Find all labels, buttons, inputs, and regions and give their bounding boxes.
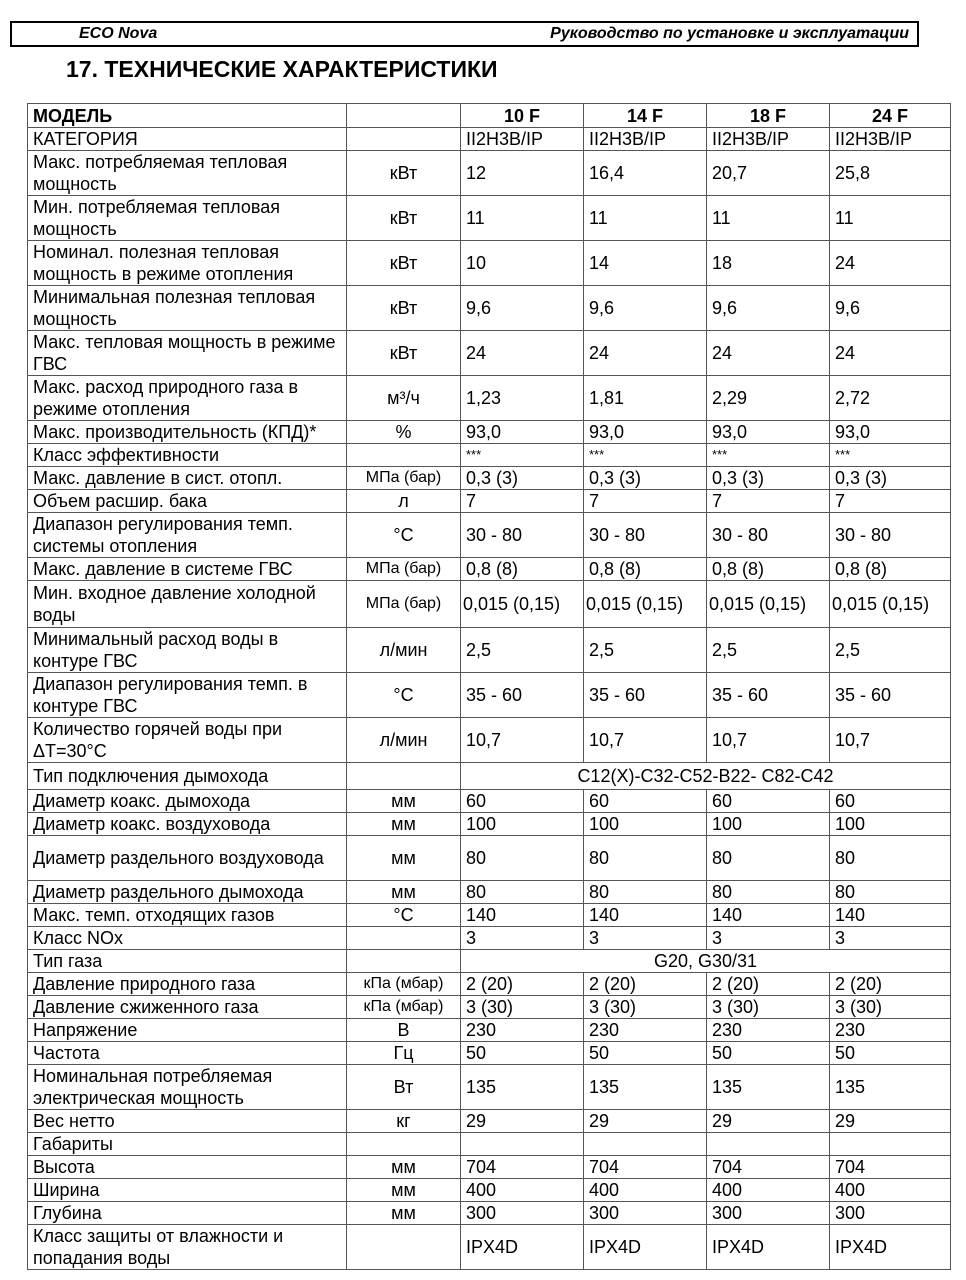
value-cell: 0,3 (3) — [707, 467, 830, 490]
table-row — [28, 950, 951, 973]
parameter-label: Номинал. полезная тепловая мощность в режиме отопления — [28, 241, 347, 286]
value-cell: IPX4D — [707, 1225, 830, 1270]
spanned-value-cell: G20, G30/31 — [461, 950, 951, 973]
value-cell: 2,29 — [707, 376, 830, 421]
unit-cell: мм — [347, 790, 461, 813]
parameter-label: Давление природного газа — [28, 973, 347, 996]
value-cell: 18 — [707, 241, 830, 286]
table-row — [28, 996, 951, 1019]
table-row — [28, 1042, 951, 1065]
value-cell: 24 — [830, 331, 951, 376]
table-row — [28, 1225, 951, 1270]
value-cell: 704 — [830, 1156, 951, 1179]
value-cell: 2 (20) — [584, 973, 707, 996]
value-cell: 100 — [461, 813, 584, 836]
value-cell: 135 — [830, 1065, 951, 1110]
table-row — [28, 128, 951, 151]
parameter-label: Тип подключения дымохода — [28, 763, 347, 790]
value-cell: *** — [830, 444, 951, 467]
unit-cell — [347, 927, 461, 950]
table-row — [28, 836, 951, 881]
value-cell: 0,3 (3) — [461, 467, 584, 490]
value-cell: 1,81 — [584, 376, 707, 421]
value-cell: 2,5 — [830, 628, 951, 673]
value-cell: 50 — [461, 1042, 584, 1065]
unit-cell — [347, 1225, 461, 1270]
value-cell: 80 — [707, 836, 830, 881]
unit-cell: % — [347, 421, 461, 444]
unit-cell: мм — [347, 1156, 461, 1179]
table-row — [28, 1133, 951, 1156]
value-cell: *** — [461, 444, 584, 467]
value-cell: 50 — [830, 1042, 951, 1065]
value-cell: 80 — [830, 836, 951, 881]
parameter-label: Класс эффективности — [28, 444, 347, 467]
unit-cell: кПа (мбар) — [347, 996, 461, 1019]
value-cell: 140 — [584, 904, 707, 927]
value-cell: 14 — [584, 241, 707, 286]
value-cell: 3 (30) — [584, 996, 707, 1019]
unit-cell: л/мин — [347, 628, 461, 673]
parameter-label: Минимальная полезная тепловая мощность — [28, 286, 347, 331]
value-cell: 16,4 — [584, 151, 707, 196]
table-row — [28, 558, 951, 581]
table-row — [28, 881, 951, 904]
value-cell: 35 - 60 — [461, 673, 584, 718]
table-row — [28, 581, 951, 628]
value-cell: IPX4D — [461, 1225, 584, 1270]
value-cell: *** — [707, 444, 830, 467]
unit-cell: кВт — [347, 196, 461, 241]
table-row — [28, 904, 951, 927]
table-row — [28, 241, 951, 286]
value-cell: 10,7 — [461, 718, 584, 763]
table-row — [28, 196, 951, 241]
value-cell: 704 — [461, 1156, 584, 1179]
table-row — [28, 513, 951, 558]
spanned-value-cell: C12(X)-C32-C52-B22- C82-C42 — [461, 763, 951, 790]
table-row — [28, 628, 951, 673]
parameter-label: Минимальный расход воды в контуре ГВС — [28, 628, 347, 673]
parameter-label: Макс. давление в системе ГВС — [28, 558, 347, 581]
table-row — [28, 1065, 951, 1110]
unit-cell — [347, 128, 461, 151]
table-row — [28, 718, 951, 763]
value-cell: 9,6 — [707, 286, 830, 331]
unit-cell: Гц — [347, 1042, 461, 1065]
unit-cell: кВт — [347, 241, 461, 286]
value-cell: 60 — [461, 790, 584, 813]
value-cell: 140 — [461, 904, 584, 927]
value-cell: 230 — [707, 1019, 830, 1042]
unit-column-header — [347, 104, 461, 128]
parameter-label: Номинальная потребляемая электрическая мощность — [28, 1065, 347, 1110]
value-cell: 0,015 (0,15) — [584, 581, 707, 628]
value-cell: 0,015 (0,15) — [707, 581, 830, 628]
value-cell — [707, 1133, 830, 1156]
table-row — [28, 813, 951, 836]
table-row — [28, 927, 951, 950]
value-cell — [830, 1133, 951, 1156]
value-cell: 20,7 — [707, 151, 830, 196]
value-cell: 2 (20) — [830, 973, 951, 996]
value-cell: 9,6 — [461, 286, 584, 331]
value-cell: 29 — [830, 1110, 951, 1133]
unit-cell: кг — [347, 1110, 461, 1133]
parameter-label: Макс. темп. отходящих газов — [28, 904, 347, 927]
value-cell: 135 — [707, 1065, 830, 1110]
value-cell: 11 — [707, 196, 830, 241]
table-row — [28, 490, 951, 513]
unit-cell: Вт — [347, 1065, 461, 1110]
parameter-label: Глубина — [28, 1202, 347, 1225]
value-cell: 50 — [584, 1042, 707, 1065]
table-row — [28, 376, 951, 421]
value-cell: 0,8 (8) — [830, 558, 951, 581]
value-cell: 2 (20) — [461, 973, 584, 996]
value-cell: 135 — [584, 1065, 707, 1110]
value-cell: 0,3 (3) — [584, 467, 707, 490]
value-cell: 100 — [707, 813, 830, 836]
parameter-label: Диаметр коакс. дымохода — [28, 790, 347, 813]
value-cell: 10,7 — [584, 718, 707, 763]
unit-cell: мм — [347, 1202, 461, 1225]
table-row — [28, 673, 951, 718]
value-cell: 2 (20) — [707, 973, 830, 996]
parameter-label: Тип газа — [28, 950, 347, 973]
value-cell: 300 — [461, 1202, 584, 1225]
parameter-label: Высота — [28, 1156, 347, 1179]
value-cell: 60 — [707, 790, 830, 813]
value-cell: 100 — [584, 813, 707, 836]
unit-cell: л/мин — [347, 718, 461, 763]
section-title: 17. ТЕХНИЧЕСКИЕ ХАРАКТЕРИСТИКИ — [66, 56, 498, 82]
value-cell: 300 — [584, 1202, 707, 1225]
unit-cell: м³/ч — [347, 376, 461, 421]
value-cell: IPX4D — [584, 1225, 707, 1270]
parameter-label: Макс. производительность (КПД)* — [28, 421, 347, 444]
value-cell: 80 — [830, 881, 951, 904]
value-cell: 10,7 — [707, 718, 830, 763]
value-cell: 25,8 — [830, 151, 951, 196]
parameter-label: Мин. входное давление холодной воды — [28, 581, 347, 628]
value-cell: 230 — [461, 1019, 584, 1042]
value-cell: 0,3 (3) — [830, 467, 951, 490]
header-product-name: ECO Nova — [79, 25, 158, 42]
value-cell: 3 (30) — [461, 996, 584, 1019]
value-cell: 80 — [461, 881, 584, 904]
table-row — [28, 1019, 951, 1042]
value-cell: 9,6 — [584, 286, 707, 331]
unit-cell — [347, 444, 461, 467]
parameter-label: КАТЕГОРИЯ — [28, 128, 347, 151]
parameter-label: Класс защиты от влажности и попадания воды — [28, 1225, 347, 1270]
parameter-label: Габариты — [28, 1133, 347, 1156]
unit-cell: л — [347, 490, 461, 513]
value-cell: IPX4D — [830, 1225, 951, 1270]
parameter-label: Давление сжиженного газа — [28, 996, 347, 1019]
value-cell: 0,8 (8) — [461, 558, 584, 581]
value-cell: 30 - 80 — [830, 513, 951, 558]
value-cell: 3 (30) — [707, 996, 830, 1019]
unit-cell: мм — [347, 881, 461, 904]
value-cell: 11 — [584, 196, 707, 241]
unit-cell: кПа (мбар) — [347, 973, 461, 996]
value-cell: 35 - 60 — [584, 673, 707, 718]
value-cell: 93,0 — [830, 421, 951, 444]
parameter-label: Макс. тепловая мощность в режиме ГВС — [28, 331, 347, 376]
unit-cell: °C — [347, 513, 461, 558]
model-header: 24 F — [830, 104, 951, 128]
parameter-label: Диаметр коакс. воздуховода — [28, 813, 347, 836]
parameter-label: Вес нетто — [28, 1110, 347, 1133]
parameter-label: Ширина — [28, 1179, 347, 1202]
unit-cell: мм — [347, 813, 461, 836]
value-cell: 0,8 (8) — [584, 558, 707, 581]
value-cell: 704 — [707, 1156, 830, 1179]
value-cell: 140 — [830, 904, 951, 927]
value-cell: 0,8 (8) — [707, 558, 830, 581]
value-cell: 400 — [461, 1179, 584, 1202]
value-cell: 100 — [830, 813, 951, 836]
table-row — [28, 421, 951, 444]
specs-table — [27, 103, 951, 1270]
value-cell: 3 (30) — [830, 996, 951, 1019]
value-cell: 3 — [830, 927, 951, 950]
unit-cell: кВт — [347, 151, 461, 196]
value-cell: 0,015 (0,15) — [830, 581, 951, 628]
value-cell: 80 — [584, 836, 707, 881]
value-cell: 2,5 — [584, 628, 707, 673]
value-cell: 93,0 — [461, 421, 584, 444]
value-cell: 3 — [461, 927, 584, 950]
table-row — [28, 1110, 951, 1133]
parameter-label: Макс. давление в сист. отопл. — [28, 467, 347, 490]
table-row — [28, 973, 951, 996]
value-cell: 35 - 60 — [707, 673, 830, 718]
value-cell: 29 — [584, 1110, 707, 1133]
value-cell: 3 — [584, 927, 707, 950]
unit-cell: В — [347, 1019, 461, 1042]
table-row — [28, 1156, 951, 1179]
unit-cell: мм — [347, 1179, 461, 1202]
value-cell: 9,6 — [830, 286, 951, 331]
value-cell: II2H3B/IP — [830, 128, 951, 151]
value-cell: 24 — [830, 241, 951, 286]
value-cell: 12 — [461, 151, 584, 196]
unit-cell — [347, 1133, 461, 1156]
value-cell: 300 — [830, 1202, 951, 1225]
value-cell: 30 - 80 — [584, 513, 707, 558]
value-cell: 80 — [584, 881, 707, 904]
value-cell: 93,0 — [707, 421, 830, 444]
value-cell: 50 — [707, 1042, 830, 1065]
value-cell: 7 — [461, 490, 584, 513]
parameter-label: Мин. потребляемая тепловая мощность — [28, 196, 347, 241]
unit-cell: МПа (бар) — [347, 558, 461, 581]
value-cell: 2,72 — [830, 376, 951, 421]
table-row — [28, 790, 951, 813]
unit-cell — [347, 763, 461, 790]
page-header — [10, 21, 919, 47]
value-cell — [461, 1133, 584, 1156]
parameter-label: Макс. потребляемая тепловая мощность — [28, 151, 347, 196]
model-header: 18 F — [707, 104, 830, 128]
value-cell: 2,5 — [707, 628, 830, 673]
table-row — [28, 331, 951, 376]
parameter-label: Диаметр раздельного дымохода — [28, 881, 347, 904]
value-cell: 2,5 — [461, 628, 584, 673]
value-cell: 93,0 — [584, 421, 707, 444]
parameter-label: Частота — [28, 1042, 347, 1065]
parameter-label: Макс. расход природного газа в режиме отопления — [28, 376, 347, 421]
value-cell: 80 — [707, 881, 830, 904]
header-manual-title: Руководство по установке и эксплуатации — [550, 25, 909, 42]
value-cell: 35 - 60 — [830, 673, 951, 718]
parameter-label: Диаметр раздельного воздуховода — [28, 836, 347, 881]
value-cell: 300 — [707, 1202, 830, 1225]
model-header: 10 F — [461, 104, 584, 128]
unit-cell: МПа (бар) — [347, 467, 461, 490]
value-cell: 60 — [584, 790, 707, 813]
parameter-label: Количество горячей воды при ΔT=30°C — [28, 718, 347, 763]
value-cell: 24 — [461, 331, 584, 376]
value-cell: 10 — [461, 241, 584, 286]
parameter-label: Диапазон регулирования темп. в контуре ГВС — [28, 673, 347, 718]
value-cell — [584, 1133, 707, 1156]
table-row — [28, 1179, 951, 1202]
value-cell: 0,015 (0,15) — [461, 581, 584, 628]
value-cell: 135 — [461, 1065, 584, 1110]
parameter-label: Объем расшир. бака — [28, 490, 347, 513]
value-cell: 24 — [707, 331, 830, 376]
unit-cell: мм — [347, 836, 461, 881]
value-cell: 10,7 — [830, 718, 951, 763]
value-cell: 7 — [584, 490, 707, 513]
value-cell: 11 — [461, 196, 584, 241]
value-cell: 60 — [830, 790, 951, 813]
parameter-label: Диапазон регулирования темп. системы отопления — [28, 513, 347, 558]
unit-cell — [347, 950, 461, 973]
value-cell: 29 — [707, 1110, 830, 1133]
table-row — [28, 286, 951, 331]
parameter-label: Класс NOx — [28, 927, 347, 950]
model-header: 14 F — [584, 104, 707, 128]
value-cell: 400 — [830, 1179, 951, 1202]
value-cell: 30 - 80 — [707, 513, 830, 558]
value-cell: II2H3B/IP — [461, 128, 584, 151]
table-row — [28, 467, 951, 490]
value-cell: 704 — [584, 1156, 707, 1179]
value-cell: 400 — [584, 1179, 707, 1202]
unit-cell: кВт — [347, 331, 461, 376]
value-cell: 80 — [461, 836, 584, 881]
value-cell: 230 — [584, 1019, 707, 1042]
value-cell: 29 — [461, 1110, 584, 1133]
value-cell: *** — [584, 444, 707, 467]
unit-cell: кВт — [347, 286, 461, 331]
unit-cell: °C — [347, 904, 461, 927]
value-cell: 7 — [830, 490, 951, 513]
table-row — [28, 444, 951, 467]
specs-table-body — [28, 104, 951, 1270]
table-row — [28, 1202, 951, 1225]
unit-cell: °C — [347, 673, 461, 718]
value-cell: 140 — [707, 904, 830, 927]
table-row — [28, 763, 951, 790]
parameter-label: Напряжение — [28, 1019, 347, 1042]
value-cell: 3 — [707, 927, 830, 950]
value-cell: II2H3B/IP — [707, 128, 830, 151]
value-cell: 24 — [584, 331, 707, 376]
table-row — [28, 151, 951, 196]
table-header-row — [28, 104, 951, 128]
model-column-header: МОДЕЛЬ — [28, 104, 347, 128]
value-cell: 30 - 80 — [461, 513, 584, 558]
unit-cell: МПа (бар) — [347, 581, 461, 628]
value-cell: 230 — [830, 1019, 951, 1042]
value-cell: II2H3B/IP — [584, 128, 707, 151]
value-cell: 400 — [707, 1179, 830, 1202]
value-cell: 7 — [707, 490, 830, 513]
value-cell: 1,23 — [461, 376, 584, 421]
value-cell: 11 — [830, 196, 951, 241]
